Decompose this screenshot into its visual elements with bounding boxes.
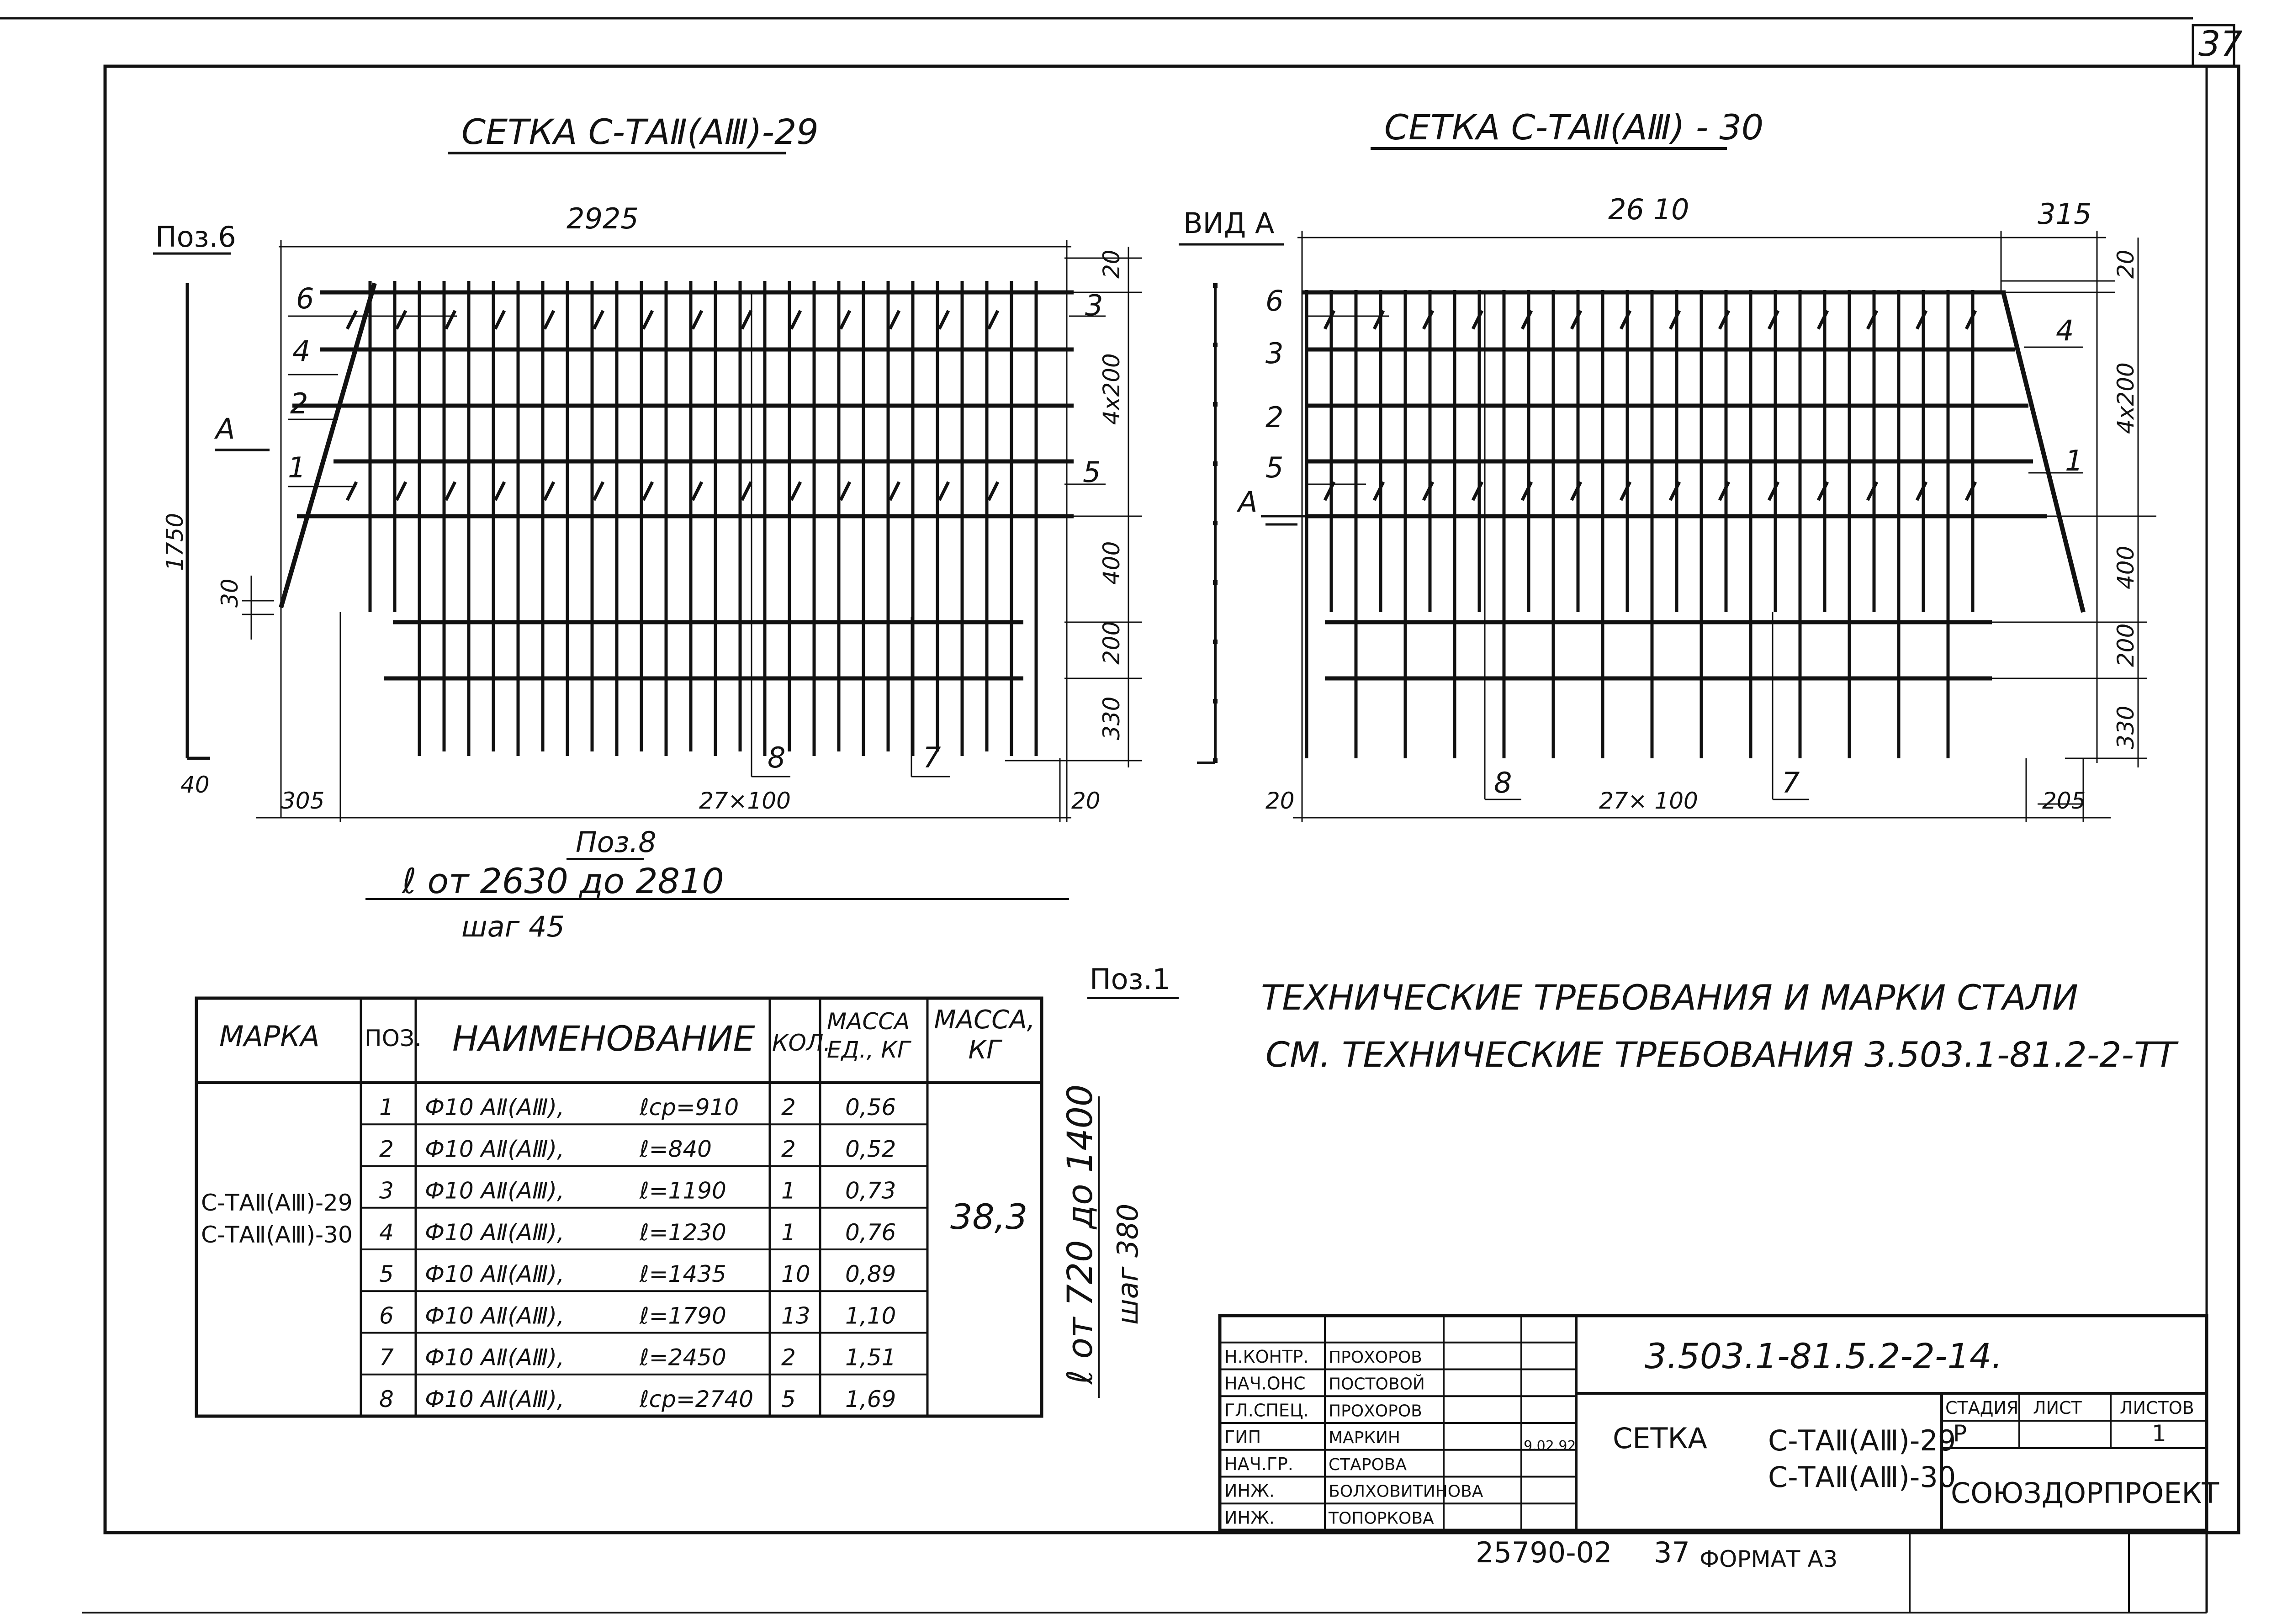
right-dim-400: 400 <box>2113 545 2139 589</box>
tb-sheet-header: ЛИСТ <box>2033 1398 2082 1418</box>
spec-cell-pos: 3 <box>379 1177 394 1204</box>
left-pos-3: 3 <box>1085 289 1103 322</box>
tb-role: ИНЖ. <box>1224 1508 1275 1528</box>
spec-cell-qty: 2 <box>781 1094 796 1121</box>
spec-cell-length: ℓ=1435 <box>640 1261 726 1288</box>
left-dim-20: 20 <box>1098 249 1125 279</box>
right-pos-2: 2 <box>1265 401 1284 434</box>
left-dim-30: 30 <box>217 578 243 608</box>
spec-cell-length: ℓср=2740 <box>640 1386 754 1412</box>
tb-name: СТАРОВА <box>1329 1455 1407 1474</box>
spec-cell-unit-mass: 0,56 <box>845 1094 896 1121</box>
tb-role: ИНЖ. <box>1224 1481 1275 1501</box>
spec-cell-qty: 10 <box>781 1261 810 1288</box>
spec-cell-unit-mass: 0,52 <box>845 1136 896 1163</box>
tb-name: ПРОХОРОВ <box>1329 1348 1422 1367</box>
spec-cell-qty: 1 <box>781 1219 796 1246</box>
left-view-a: A <box>216 412 235 445</box>
poz1-label: Поз.1 <box>1090 963 1170 996</box>
right-pos-5: 5 <box>1265 451 1284 484</box>
right-view-a: A <box>1238 485 1258 518</box>
spec-header-unit-mass: МАССА ЕД., КГ <box>827 1008 910 1063</box>
tb-item-mark2: С-ТАⅡ(АⅢ)-30 <box>1768 1460 1956 1494</box>
right-pos-8: 8 <box>1494 766 1512 799</box>
spec-cell-name: Ф10 АⅡ(АⅢ), <box>425 1094 564 1121</box>
spec-header-total-mass: МАССА, КГ <box>934 1005 1035 1065</box>
right-view-label: ВИД А <box>1183 206 1275 240</box>
spec-header-mark: МАРКА <box>219 1020 320 1053</box>
tb-sheets: 1 <box>2152 1420 2166 1447</box>
spec-cell-qty: 2 <box>781 1344 796 1371</box>
spec-mark-30: С-ТАⅡ(АⅢ)-30 <box>201 1222 353 1248</box>
left-dim-1750: 1750 <box>162 513 188 571</box>
right-dim-20b: 20 <box>1265 788 1295 814</box>
left-pos-6: 6 <box>296 282 314 315</box>
tb-role: НАЧ.ОНС <box>1224 1373 1306 1394</box>
spec-cell-unit-mass: 0,89 <box>845 1261 896 1288</box>
tb-item-mark1: С-ТАⅡ(АⅢ)-29 <box>1768 1424 1956 1457</box>
spec-cell-name: Ф10 АⅡ(АⅢ), <box>425 1344 564 1371</box>
spec-cell-qty: 5 <box>781 1386 796 1412</box>
poz1-length: ℓ от 720 до 1400 <box>1059 1084 1100 1384</box>
spec-cell-qty: 1 <box>781 1177 796 1204</box>
right-dim-330: 330 <box>2113 705 2139 749</box>
tb-name: ПРОХОРОВ <box>1329 1402 1422 1421</box>
tb-role: НАЧ.ГР. <box>1224 1454 1293 1474</box>
tb-name: ТОПОРКОВА <box>1329 1509 1434 1528</box>
tech-req-line2: СМ. ТЕХНИЧЕСКИЕ ТРЕБОВАНИЯ 3.503.1-81.2-2-ТТ <box>1265 1034 2176 1075</box>
left-top-dim: 2925 <box>567 202 639 235</box>
spec-header-qty: КОЛ. <box>772 1030 831 1056</box>
spec-cell-name: Ф10 АⅡ(АⅢ), <box>425 1136 564 1163</box>
spec-cell-pos: 1 <box>379 1094 394 1121</box>
spec-header-name: НАИМЕНОВАНИЕ <box>452 1018 755 1059</box>
tb-name: ПОСТОВОЙ <box>1329 1375 1425 1394</box>
left-pos-8: 8 <box>768 741 786 774</box>
left-dim-40: 40 <box>180 772 210 798</box>
right-dim-27x100: 27× 100 <box>1599 788 1698 814</box>
spec-cell-name: Ф10 АⅡ(АⅢ), <box>425 1261 564 1288</box>
poz1-step: шаг 380 <box>1111 1203 1144 1325</box>
tb-sheets-header: ЛИСТОВ <box>2120 1398 2194 1418</box>
tb-name: БОЛХОВИТИНОВА <box>1329 1482 1483 1501</box>
spec-cell-pos: 6 <box>379 1302 394 1329</box>
tb-stage-header: СТАДИЯ <box>1945 1398 2019 1418</box>
tb-archive: 25790-02 <box>1476 1536 1612 1569</box>
left-dim-4x200: 4x200 <box>1098 353 1125 425</box>
tb-item-name: СЕТКА <box>1613 1422 1707 1455</box>
tb-date: 9.02.92 <box>1524 1438 1576 1454</box>
tb-role: ГЛ.СПЕЦ. <box>1224 1400 1309 1421</box>
right-pos-4: 4 <box>2056 314 2074 347</box>
right-dim-20: 20 <box>2113 249 2139 279</box>
spec-cell-pos: 2 <box>379 1136 394 1163</box>
tb-format: ФОРМАТ А3 <box>1700 1546 1838 1572</box>
tb-org: СОЮЗДОРПРОЕКТ <box>1951 1476 2219 1510</box>
right-top-dim2: 315 <box>2038 197 2092 231</box>
spec-cell-unit-mass: 1,10 <box>845 1302 896 1329</box>
right-top-dim: 26 10 <box>1608 193 1689 226</box>
left-title: СЕТКА С-ТАⅡ(АⅢ)-29 <box>461 111 819 152</box>
spec-cell-length: ℓ=840 <box>640 1136 712 1163</box>
left-poz6: Поз.6 <box>155 220 236 254</box>
left-dim-305: 305 <box>281 788 325 814</box>
spec-mark-29: С-ТАⅡ(АⅢ)-29 <box>201 1190 353 1216</box>
left-dim-27x100: 27×100 <box>699 788 791 814</box>
spec-cell-qty: 13 <box>781 1302 810 1329</box>
left-pos-5: 5 <box>1083 455 1101 489</box>
spec-total-mass: 38,3 <box>950 1196 1028 1237</box>
spec-cell-name: Ф10 АⅡ(АⅢ), <box>425 1386 564 1412</box>
spec-header-pos: ПОЗ. <box>365 1025 422 1052</box>
right-pos-3: 3 <box>1265 337 1284 370</box>
left-dim-330: 330 <box>1098 696 1125 740</box>
spec-cell-length: ℓ=1190 <box>640 1177 726 1204</box>
spec-cell-pos: 4 <box>379 1219 394 1246</box>
left-dim-20b: 20 <box>1071 788 1101 814</box>
right-dim-205: 205 <box>2042 788 2086 814</box>
spec-cell-unit-mass: 1,69 <box>845 1386 896 1412</box>
spec-cell-name: Ф10 АⅡ(АⅢ), <box>425 1302 564 1329</box>
right-dim-4x200: 4x200 <box>2113 362 2139 434</box>
right-dim-200: 200 <box>2113 623 2139 667</box>
spec-cell-name: Ф10 АⅡ(АⅢ), <box>425 1219 564 1246</box>
left-dim-200: 200 <box>1098 621 1125 665</box>
tb-role: Н.КОНТР. <box>1224 1346 1309 1367</box>
tech-req-line1: ТЕХНИЧЕСКИЕ ТРЕБОВАНИЯ И МАРКИ СТАЛИ <box>1261 977 2078 1018</box>
sheet-number: 37 <box>2198 23 2243 64</box>
tb-stage: Р <box>1953 1420 1967 1447</box>
left-poz8-step: шаг 45 <box>461 910 565 943</box>
right-pos-1: 1 <box>2065 444 2083 477</box>
left-pos-1: 1 <box>288 451 306 484</box>
right-title: СЕТКА С-ТАⅡ(АⅢ) - 30 <box>1384 107 1764 148</box>
spec-cell-length: ℓ=1230 <box>640 1219 726 1246</box>
tb-name: МАРКИН <box>1329 1428 1400 1448</box>
tb-role: ГИП <box>1224 1427 1261 1448</box>
right-pos-7: 7 <box>1782 766 1800 799</box>
spec-cell-length: ℓср=910 <box>640 1094 739 1121</box>
spec-cell-length: ℓ=2450 <box>640 1344 726 1371</box>
spec-cell-unit-mass: 1,51 <box>845 1344 896 1371</box>
spec-cell-unit-mass: 0,73 <box>845 1177 896 1204</box>
left-poz8-label: Поз.8 <box>576 825 657 859</box>
spec-cell-pos: 8 <box>379 1386 394 1412</box>
left-dim-400: 400 <box>1098 541 1125 585</box>
left-pos-7: 7 <box>923 741 941 774</box>
left-poz8-length: ℓ от 2630 до 2810 <box>402 861 724 901</box>
spec-cell-name: Ф10 АⅡ(АⅢ), <box>425 1177 564 1204</box>
left-pos-2: 2 <box>290 387 308 420</box>
spec-cell-unit-mass: 0,76 <box>845 1219 896 1246</box>
tb-doc-code: 3.503.1-81.5.2-2-14. <box>1645 1336 2003 1376</box>
spec-cell-length: ℓ=1790 <box>640 1302 726 1329</box>
spec-cell-qty: 2 <box>781 1136 796 1163</box>
right-pos-6: 6 <box>1265 284 1284 317</box>
left-pos-4: 4 <box>292 334 311 368</box>
tb-page: 37 <box>1654 1536 1690 1569</box>
spec-cell-pos: 7 <box>379 1344 394 1371</box>
spec-cell-pos: 5 <box>379 1261 394 1288</box>
